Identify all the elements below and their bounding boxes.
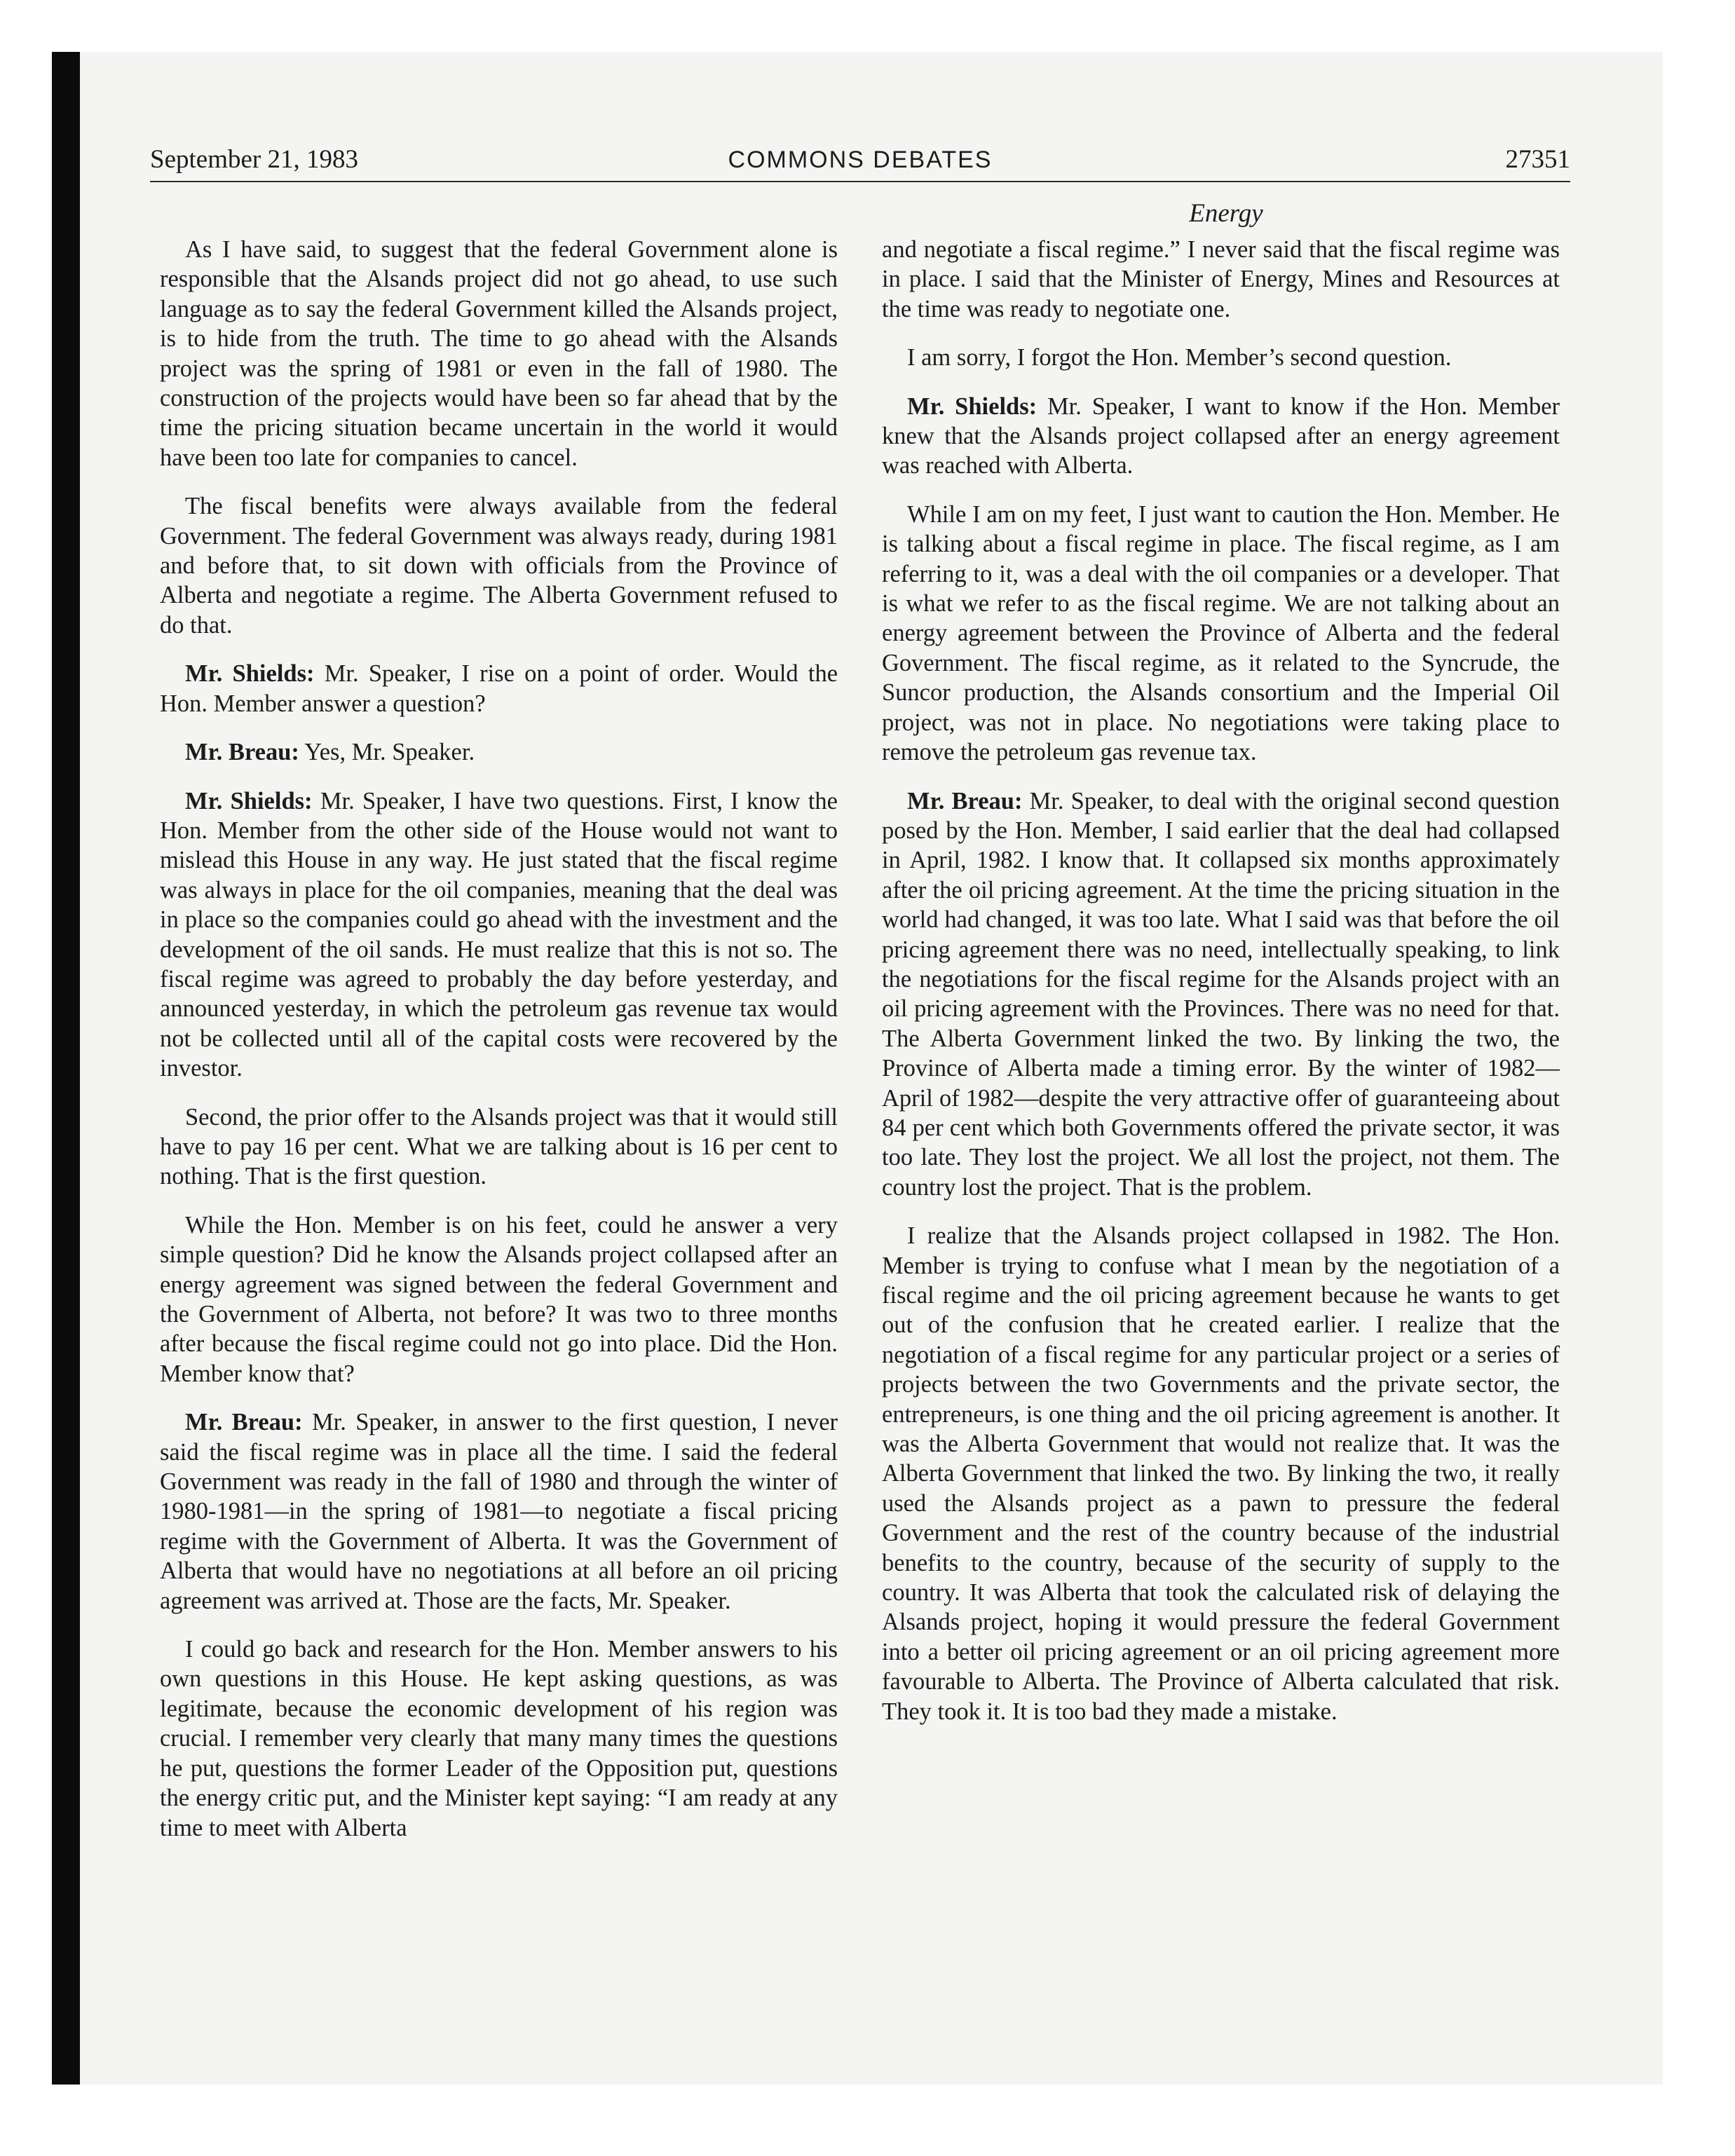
paragraph-text: While the Hon. Member is on his feet, could he answer a very simple question? Did he know the Alsands project collapsed after an energy agreement was signed between the federal Government and the Government of Alberta, not before? It was two to three months after because the fiscal regime could not go into place. Did the Hon. Member know that? bbox=[160, 1211, 838, 1387]
paragraph bbox=[160, 491, 838, 640]
paragraph-text: Mr. Speaker, in answer to the first question, I never said the fiscal regime was in place all the time. I said the federal Government was ready in the fall of 1980 and through the winter of 1980-1981—in the spring of 1981—to negotiate a fiscal pricing regime with the Government of Alberta. It was the Government of Alberta that would have no negotiations at all before an oil pricing agreement was arrived at. Those are the facts, Mr. Speaker. bbox=[160, 1409, 838, 1614]
paragraph-text: As I have said, to suggest that the federal Government alone is responsible that the Alsands project did not go ahead, to use such language as to say the federal Government killed the Alsands project, is to hide from the truth. The time to go ahead with the Alsands project was the spring of 1981 or even in the fall of 1980. The construction of the projects would have been so far ahead that by the time the pricing situation became uncertain in the world it would have been too late for companies to cancel. bbox=[160, 236, 838, 471]
paragraph bbox=[160, 1210, 838, 1389]
scan-edge-shadow bbox=[52, 52, 80, 2085]
paragraph bbox=[160, 786, 838, 1084]
left-column bbox=[160, 235, 838, 1862]
section-heading: Energy bbox=[1189, 199, 1263, 228]
header-rule bbox=[150, 181, 1570, 182]
paragraph bbox=[882, 786, 1560, 1203]
speaker-name: Mr. Shields: bbox=[907, 393, 1037, 420]
header-journal-title: COMMONS DEBATES bbox=[728, 146, 993, 173]
paragraph-text: Yes, Mr. Speaker. bbox=[304, 739, 475, 766]
speaker-name: Mr. Breau: bbox=[185, 1409, 303, 1436]
paragraph bbox=[160, 659, 838, 718]
paragraph bbox=[160, 1103, 838, 1192]
paragraph-text: Second, the prior offer to the Alsands project was that it would still have to pay 16 per cent. What we are talking about is 16 per cent to nothing. That is the first question. bbox=[160, 1103, 838, 1190]
paragraph-text: I realize that the Alsands project collapsed in 1982. The Hon. Member is trying to confuse what I mean by the negotiation of a fiscal regime and the oil pricing agreement because he wants to get out of the confusion that he created earlier. I realize that the negotiation of a fiscal regime for any particular project or a series of projects between the two Governments and the private sector, the entrepreneurs, is one thing and the oil pricing agreement is another. It was the Alberta Government that would not realize that. It was the Alberta Government that linked the two. By linking the two, it really used the Alsands project as a pawn to pressure the federal Government and the rest of the country because of the industrial benefits to the country, because of the security of supply to the country. It was Alberta that took the calculated risk of delaying the Alsands project, hoping it would pressure the federal Government into a better oil pricing agreement or an oil pricing agreement more favourable to Alberta. The Province of Alberta calculated that risk. They took it. It is too bad they made a mistake. bbox=[882, 1222, 1560, 1725]
paragraph bbox=[160, 235, 838, 472]
paragraph-text: and negotiate a fiscal regime.” I never said that the fiscal regime was in place. I said that the Minister of Energy, Mines and Resources at the time was ready to negotiate one. bbox=[882, 236, 1560, 322]
speaker-name: Mr. Breau: bbox=[185, 739, 299, 766]
header-page-number: 27351 bbox=[1505, 145, 1570, 174]
paragraph-text: The fiscal benefits were always available from the federal Government. The federal Government was always ready, during 1981 and before that, to sit down with officials from the Province of Alberta and negotiate a regime. The Alberta Government refused to do that. bbox=[160, 493, 838, 639]
paragraph bbox=[160, 1635, 838, 1843]
paragraph-text: I am sorry, I forgot the Hon. Member’s second question. bbox=[907, 344, 1452, 371]
speaker-name: Mr. Breau: bbox=[907, 787, 1023, 814]
paragraph-text: Mr. Speaker, to deal with the original second question posed by the Hon. Member, I said earlier that the deal had collapsed in April, 1982. I know that. It collapsed six months approximately after the oil pricing agreement. At the time the pricing situation in the world had changed, it was too late. What I said was that before the oil pricing agreement there was no need, intellectually speaking, to link the negotiations for the fiscal regime for the Alsands project with an oil pricing agreement with the Provinces. There was no need for that. The Alberta Government linked the two. By linking the two, the Province of Alberta made a timing error. By the winter of 1982—April of 1982—despite the very attractive offer of guaranteeing about 84 per cent which both Governments offered the private sector, it was too late. They lost the project. We all lost the project, not them. The country lost the project. That is the problem. bbox=[882, 787, 1560, 1201]
paragraph bbox=[882, 500, 1560, 767]
right-column bbox=[882, 235, 1560, 1745]
running-header bbox=[150, 139, 1570, 181]
speaker-name: Mr. Shields: bbox=[185, 787, 313, 814]
paragraph-text: I could go back and research for the Hon. Member answers to his own questions in this House. He kept asking questions, as was legitimate, because the economic development of his region was crucial. I remember very clearly that many many times the questions he put, questions the former Leader of the Opposition put, questions the energy critic put, and the Minister kept saying: “I am ready at any time to meet with Alberta bbox=[160, 1636, 838, 1841]
header-date: September 21, 1983 bbox=[150, 145, 358, 174]
paragraph-text: Mr. Speaker, I rise on a point of order. Would the Hon. Member answer a question? bbox=[160, 660, 838, 717]
paragraph bbox=[882, 392, 1560, 481]
paragraph bbox=[882, 235, 1560, 324]
paragraph-text: Mr. Speaker, I want to know if the Hon. Member knew that the Alsands project collapsed after an energy agreement was reached with Alberta. bbox=[882, 393, 1560, 479]
paragraph-text: Mr. Speaker, I have two questions. First, I know the Hon. Member from the other side of the House would not want to mislead this House in any way. He just stated that the fiscal regime was always in place for the oil companies, meaning that the deal was in place so the companies could go ahead with the investment and the development of the oil sands. He must realize that this is not so. The fiscal regime was agreed to probably the day before yesterday, and announced yesterday, in which the petroleum gas revenue tax would not be collected until all of the capital costs were recovered by the investor. bbox=[160, 787, 838, 1082]
paragraph bbox=[882, 1221, 1560, 1726]
speaker-name: Mr. Shields: bbox=[185, 660, 315, 688]
paragraph bbox=[160, 737, 838, 767]
paragraph bbox=[882, 343, 1560, 372]
paragraph bbox=[160, 1407, 838, 1616]
paragraph-text: While I am on my feet, I just want to caution the Hon. Member. He is talking about a fiscal regime in place. The fiscal regime, as I am referring to it, was a deal with the oil companies or a developer. That is what we refer to as the fiscal regime. We are not talking about an energy agreement between the Province of Alberta and the federal Government. The fiscal regime, as it related to the Syncrude, the Suncor production, the Alsands consortium and the Imperial Oil project, was not in place. No negotiations were taking place to remove the petroleum gas revenue tax. bbox=[882, 500, 1560, 766]
